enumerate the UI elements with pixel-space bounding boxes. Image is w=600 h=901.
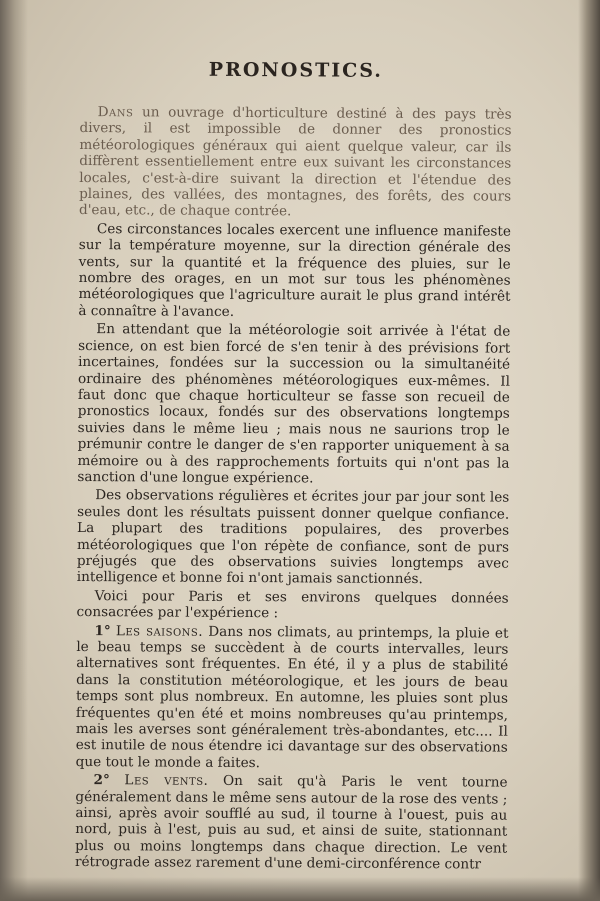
paragraph-local-circumstances: Ces circonstances locales exercent une influence manifeste sur la température moyenne, sur la direction générale des vents, sur la quantité et la fréquence des pluies, sur le nombre des orages, en un mot sur tous les phénomènes météorologiques que l'agriculture aurait le plus grand intérêt à connaître à l'avance. <box>78 220 511 320</box>
paragraph-text: un ouvrage d'horticulture destiné à des pays très divers, il est impossible de donner des pronostics météorologiques généraux qui aient quelque valeur, car ils diffèrent essentiellement entre eux suivant les circonstances locales, c'est-à-dire suivant la direction et l'étendue des plaines, des vallées, des montagnes, des forêts, des cours d'eau, etc., de chaque contrée. <box>78 104 512 220</box>
item-number: 2° <box>93 772 110 789</box>
paragraph-winds <box>75 772 508 873</box>
section-heading-winds: Les vents. <box>124 772 209 790</box>
paragraph-text: Dans nos climats, au printemps, la pluie et le beau temps se succèdent à de courts intervalles, leurs alternatives sont fréquentes. En été, il y a plus de stabilité dans la constitution météorologique, et les jours de beau temps sont plus nombreux. En automne, les pluies sont plus fréquentes qu'en été et moins nombreuses qu'au printemps, mais les averses sont généralement très-abondantes, etc.... Il est inutile de nous étendre ici davantage sur des observations que tout le monde a faites. <box>75 623 509 771</box>
paragraph-text: On sait qu'à Paris le vent tourne généralement dans le même sens autour de la rose des vents ; ainsi, après avoir soufflé au sud, il tourne à l'ouest, puis au nord, puis à l'est, puis au sud, et ainsi de suite, stationnant plus ou moins longtemps dans chaque direction. Le vent rétrograde assez rarement d'une demi-circonférence contr <box>74 773 508 873</box>
paragraph-paris-data: Voici pour Paris et ses environs quelques données consacrées par l'expérience : <box>76 587 509 622</box>
page-edge-shadow <box>578 0 600 901</box>
text-page <box>75 50 512 875</box>
binding-shadow <box>0 0 28 901</box>
paragraph-written-observations: Des observations régulières et écrites jour par jour sont les seules dont les résultats puissent donner quelque confiance. La plupart des traditions populaires, des proverbes météorologiques que l'on répète de confiance, sont de purs préjugés que des observations suivies longtemps avec intelligence et bonne foi n'ont jamais sanctionnés. <box>76 487 510 588</box>
section-heading-seasons: Les saisons. <box>115 622 204 640</box>
paragraph-seasons <box>76 623 509 773</box>
paragraph-intro <box>79 104 512 221</box>
dropcap-word: Dans <box>97 104 134 121</box>
item-number: 1° <box>94 622 111 639</box>
page-title: PRONOSTICS. <box>208 58 383 82</box>
bottom-edge-shadow <box>0 877 600 901</box>
paragraph-meteorology-science: En attendant que la météorologie soit arrivée à l'état de science, on est bien forcé de s'en tenir à des prévisions fort incertaines, fondées sur la succession ou la simultanéité ordinaire des phénomènes météorologiques eux-mêmes. Il faut donc que chaque horticulteur se fasse son recueil de pronostics locaux, fondés sur des observations longtemps suivies dans le même lieu ; mais nous ne saurions trop le prémunir contre le danger de s'en rapporter uniquement à sa mémoire ou à des rapprochements fortuits qui n'ont pas la sanction d'une longue expérience. <box>77 321 511 487</box>
